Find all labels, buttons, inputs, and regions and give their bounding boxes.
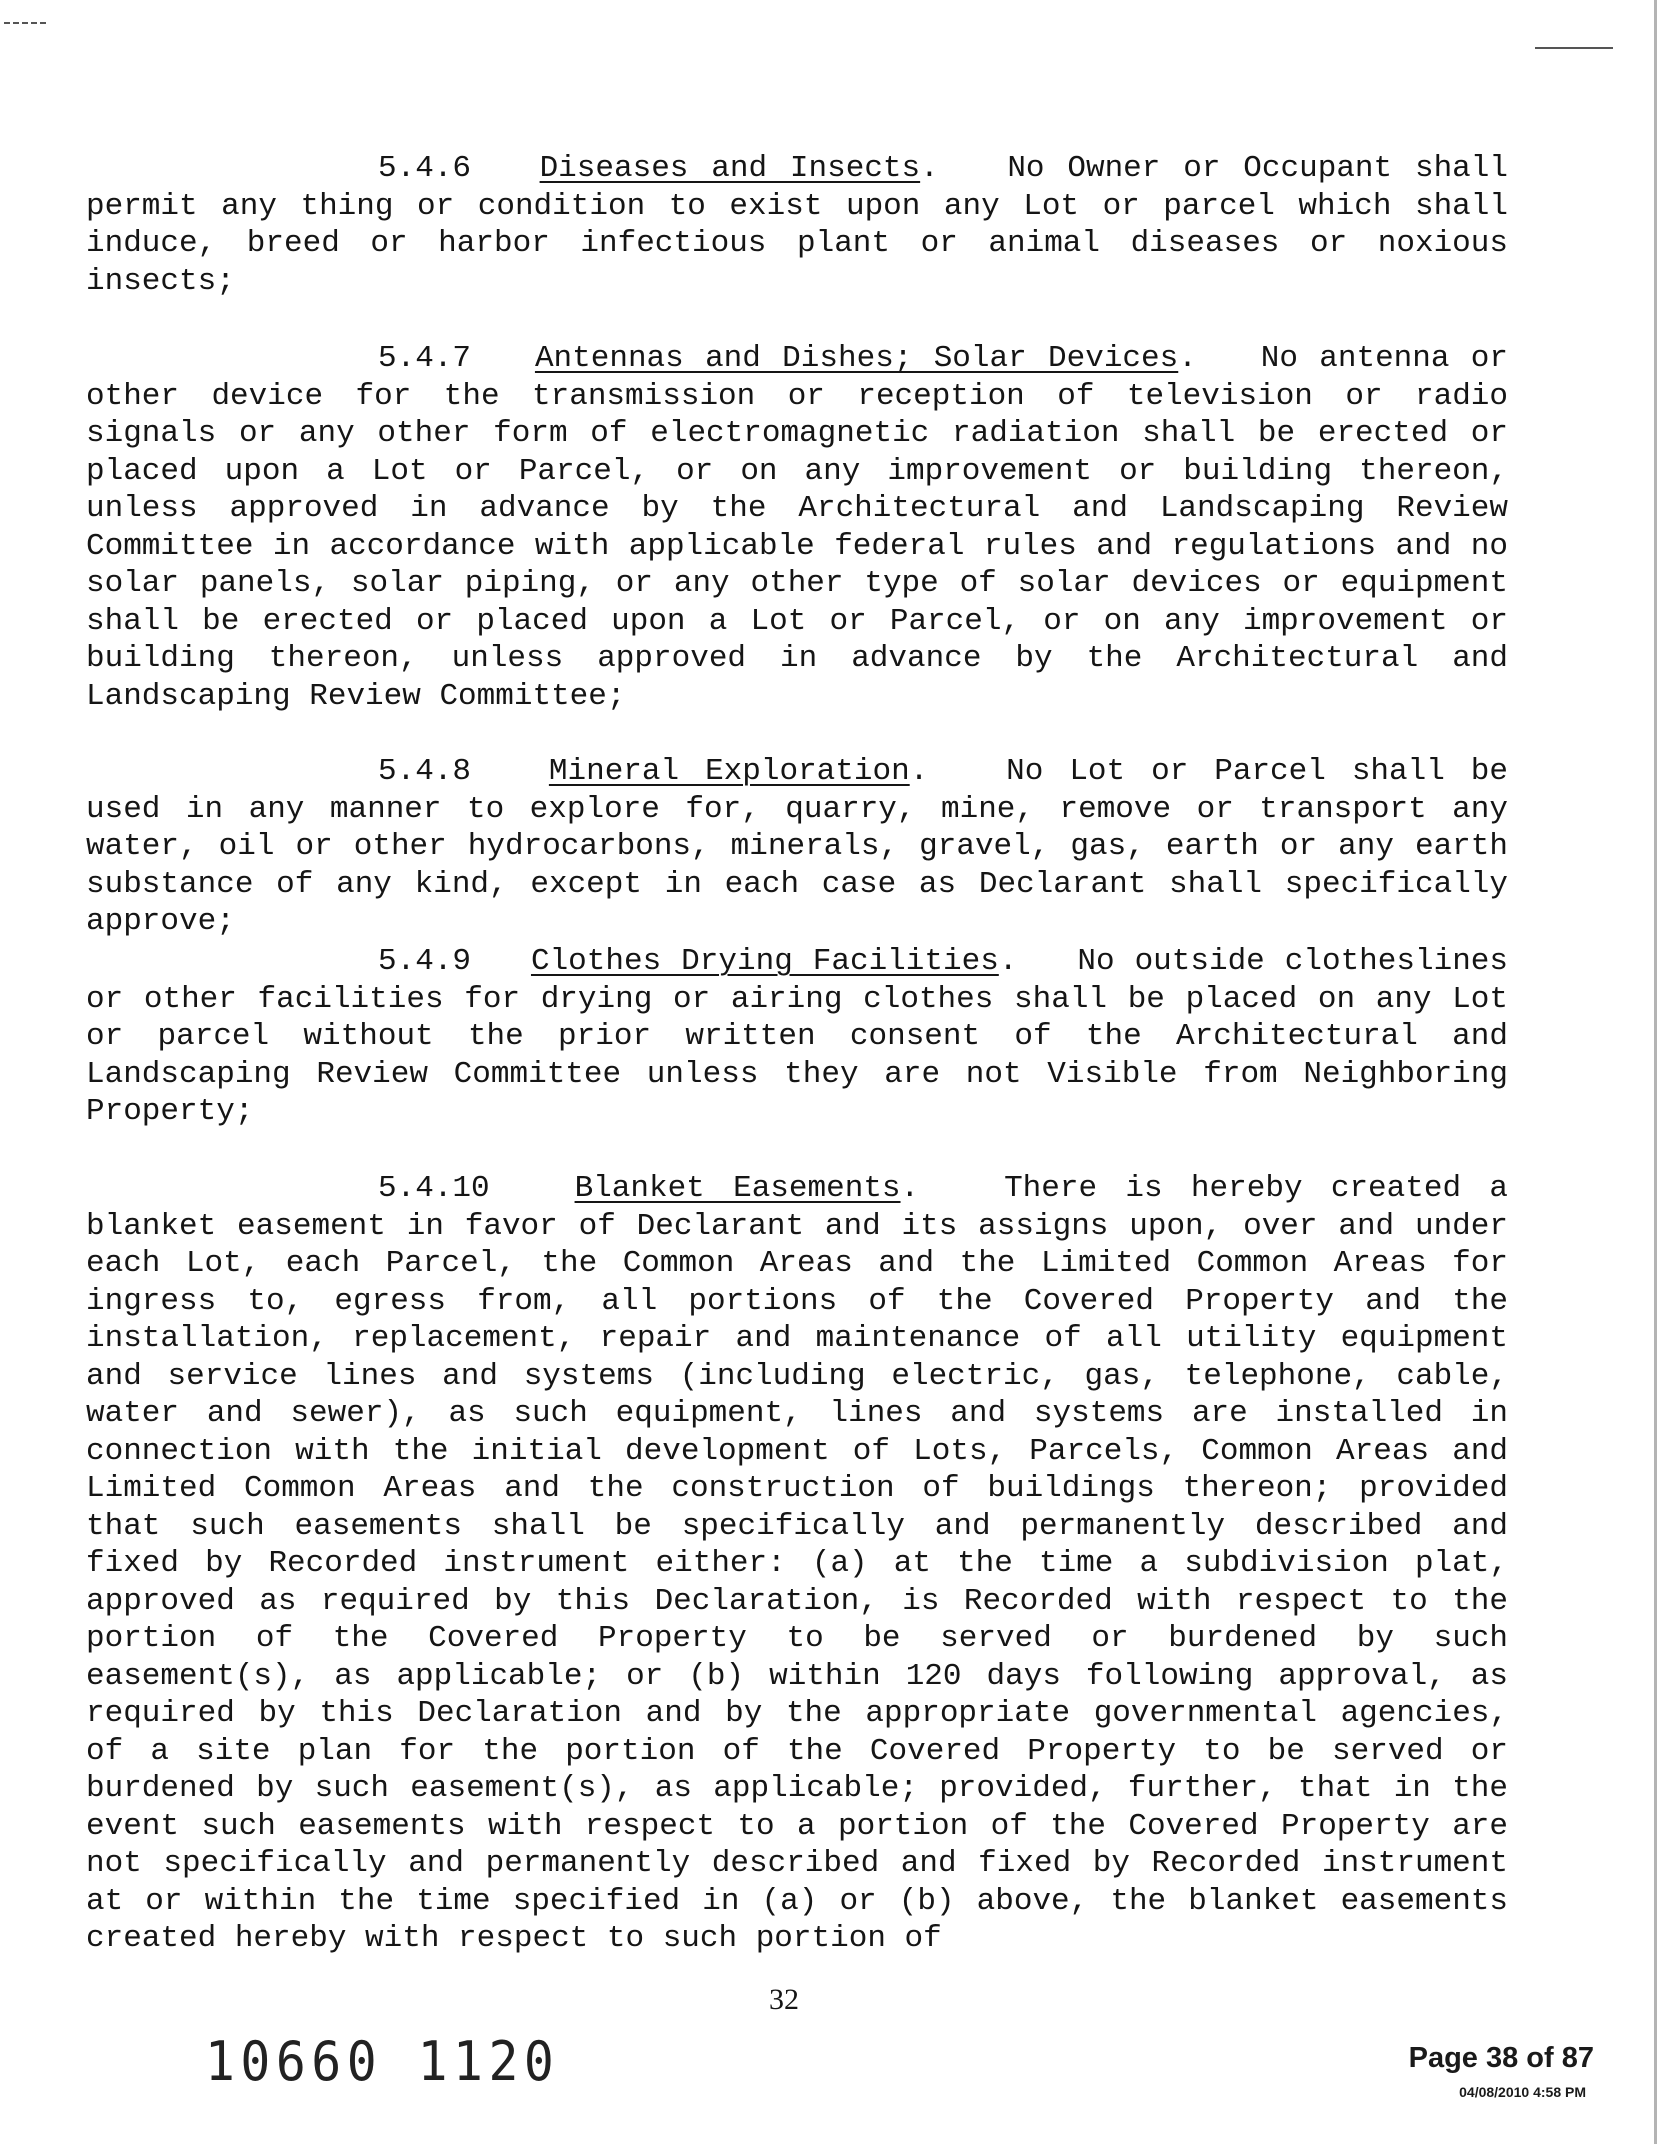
section-5-4-8: 5.4.8 Mineral Exploration. No Lot or Parcel shall be used in any manner to explore for, quarry, mine, remove or transport any water, oil or other hydrocarbons, minerals, gravel, gas, earth or any earth substance of any kind, except in each case as Declarant shall specifically approve; <box>86 754 1508 939</box>
section-body: There is hereby created a blanket easement in favor of Declarant and its assigns upon, over and under each Lot, each Parcel, the Common Areas and the Limited Common Areas for ingress to, egress from, all portions of the Covered Property and the installation, replacement, repair and maintenance of all utility equipment and service lines and systems (including electric, gas, telephone, cable, water and sewer), as such equipment, lines and systems are installed in connection with the initial development of Lots, Parcels, Common Areas and Limited Common Areas and the construction of buildings thereon; provided that such easements shall be specifically and permanently described and fixed by Recorded instrument either: (a) at the time a subdivision plat, approved as required by this Declaration, is Recorded with respect to the portion of the Covered Property to be served or burdened by such easement(s), as applicable; or (b) within 120 days following approval, as required by this Declaration and by the appropriate governmental agencies, of a site plan for the portion of the Covered Property to be served or burdened by such easement(s), as applicable; provided, further, that in the event such easements with respect to a portion of the Covered Property are not specifically and permanently described and fixed by Recorded instrument at or within the time specified in (a) or (b) above, the blanket easements created hereby with respect to such portion of <box>86 1171 1508 1956</box>
scan-mark <box>1535 47 1613 49</box>
section-number: 5.4.10 <box>378 1171 490 1206</box>
section-body: No antenna or other device for the transmission or reception of television or radio signals or any other form of electromagnetic radiation shall be erected or placed upon a Lot or Parcel, or on any improvement or building thereon, unless approved in advance by the Architectural and Landscaping Review Committee in accordance with applicable federal rules and regulations and no solar panels, solar piping, or any other type of solar devices or equipment shall be erected or placed upon a Lot or Parcel, or on any improvement or building thereon, unless approved in advance by the Architectural and Landscaping Review Committee; <box>86 341 1509 714</box>
recording-stamp: 10660 1120 <box>205 2030 560 2093</box>
scan-mark <box>4 22 46 24</box>
section-heading: Diseases and Insects <box>539 151 921 186</box>
section-body: No Owner or Occupant shall permit any thing or condition to exist upon any Lot or parcel which shall induce, breed or harbor infectious plant or animal diseases or noxious insects; <box>86 151 1508 299</box>
section-body: No outside clotheslines or other facilities for drying or airing clothes shall be placed on any Lot or parcel without the prior written consent of the Architectural and Landscaping Review Committee unless they are not Visible from Neighboring Property; <box>86 944 1509 1129</box>
section-number: 5.4.9 <box>378 944 472 979</box>
section-body: No Lot or Parcel shall be used in any manner to explore for, quarry, mine, remove or transport any water, oil or other hydrocarbons, minerals, gravel, gas, earth or any earth substance of any kind, except in each case as Declarant shall specifically approve; <box>86 754 1508 939</box>
section-number: 5.4.8 <box>378 754 472 789</box>
section-heading: Blanket Easements <box>574 1171 901 1206</box>
scan-edge <box>1654 0 1657 2144</box>
section-number: 5.4.7 <box>378 341 472 376</box>
section-heading: Mineral Exploration <box>548 754 910 789</box>
section-5-4-10: 5.4.10 Blanket Easements. There is hereby created a blanket easement in favor of Declarant and its assigns upon, over and under each Lot, each Parcel, the Common Areas and the Limited Common Areas for ingress to, egress from, all portions of the Covered Property and the installation, replacement, repair and maintenance of all utility equipment and service lines and systems (including electric, gas, telephone, cable, water and sewer), as such equipment, lines and systems are installed in connection with the initial development of Lots, Parcels, Common Areas and Limited Common Areas and the construction of buildings thereon; provided that such easements shall be specifically and permanently described and fixed by Recorded instrument either: (a) at the time a subdivision plat, approved as required by this Declaration, is Recorded with respect to the portion of the Covered Property to be served or burdened by such easement(s), as applicable; or (b) within 120 days following approval, as required by this Declaration and by the appropriate governmental agencies, of a site plan for the portion of the Covered Property to be served or burdened by such easement(s), as applicable; provided, further, that in the event such easements with respect to a portion of the Covered Property are not specifically and permanently described and fixed by Recorded instrument at or within the time specified in (a) or (b) above, the blanket easements created hereby with respect to such portion of <box>86 1171 1508 1956</box>
recorded-timestamp: 04/08/2010 4:58 PM <box>1459 2084 1586 2100</box>
section-heading: Antennas and Dishes; Solar Devices <box>534 341 1179 376</box>
section-number: 5.4.6 <box>378 151 472 186</box>
section-5-4-7: 5.4.7 Antennas and Dishes; Solar Devices. No antenna or other device for the transmission or reception of television or radio signals or any other form of electromagnetic radiation shall be erected or placed upon a Lot or Parcel, or on any improvement or building thereon, unless approved in advance by the Architectural and Landscaping Review Committee in accordance with applicable federal rules and regulations and no solar panels, solar piping, or any other type of solar devices or equipment shall be erected or placed upon a Lot or Parcel, or on any improvement or building thereon, unless approved in advance by the Architectural and Landscaping Review Committee; <box>86 341 1509 714</box>
section-5-4-6: 5.4.6 Diseases and Insects. No Owner or Occupant shall permit any thing or condition to exist upon any Lot or parcel which shall induce, breed or harbor infectious plant or animal diseases or noxious insects; <box>86 151 1508 299</box>
section-heading: Clothes Drying Facilities <box>530 944 999 979</box>
page-of-total: Page 38 of 87 <box>1408 2042 1594 2074</box>
page-number: 32 <box>769 1983 799 2016</box>
section-5-4-9: 5.4.9 Clothes Drying Facilities. No outside clotheslines or other facilities for drying or airing clothes shall be placed on any Lot or parcel without the prior written consent of the Architectural and Landscaping Review Committee unless they are not Visible from Neighboring Property; <box>86 944 1509 1129</box>
